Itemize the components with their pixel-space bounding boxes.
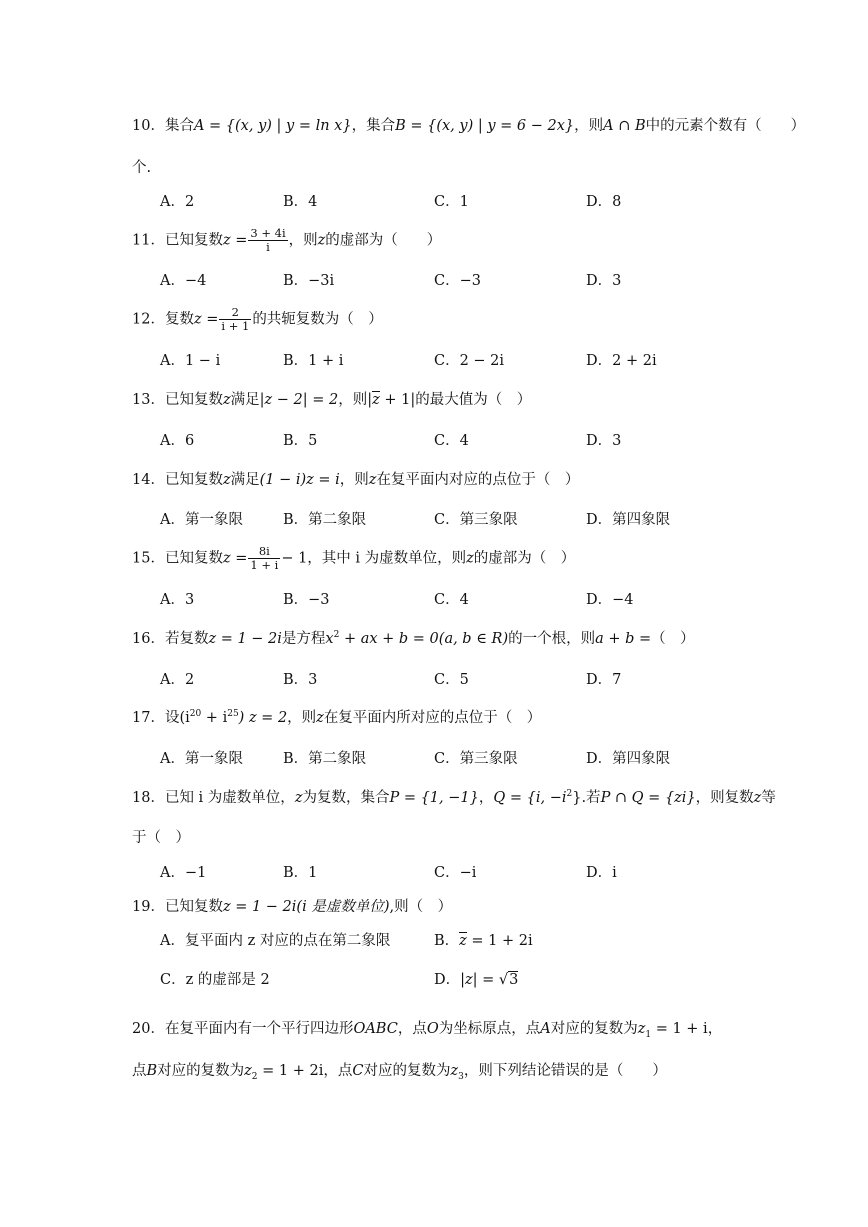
stem-text: 点 <box>132 1063 147 1079</box>
exponent: 20 <box>189 709 202 720</box>
stem-text: 若复数 <box>164 631 209 647</box>
z-equation: z = 1 − 2i(i 是虚数单位) <box>222 899 390 915</box>
stem-text: 在复平面内对应的点位于（ ） <box>376 472 580 488</box>
option-c[interactable]: C．第三象限 <box>434 512 518 528</box>
question-number: 13． <box>132 392 165 408</box>
question-11 <box>132 227 768 254</box>
fraction-denominator: i <box>266 240 270 255</box>
expression-part: ) z = 2 <box>238 710 288 726</box>
question-number: 10． <box>132 118 165 134</box>
stem-text: 对应的复数为 <box>550 1021 638 1037</box>
expression-part: (i <box>179 710 190 726</box>
conjugate-z: z <box>372 392 380 408</box>
z-tail: − 1 <box>281 550 308 567</box>
condition-expression: |z − 2| = 2 <box>259 392 339 408</box>
fraction <box>248 227 287 254</box>
stem-text: 对应的复数为 <box>157 1063 245 1079</box>
stem-text: ，则复数 <box>695 790 754 806</box>
option-d[interactable]: D．|z| = √3 <box>434 972 519 988</box>
point-b: B <box>146 1063 158 1079</box>
option-c[interactable]: C．z 的虚部是 2 <box>160 972 270 988</box>
option-b[interactable] <box>434 933 533 950</box>
equation-rest: + ax + b = 0 <box>339 631 439 647</box>
question-14 <box>132 472 768 489</box>
fraction <box>219 306 251 333</box>
set-q-expression: Q = {i, −i <box>493 790 567 806</box>
z2: z <box>244 1063 252 1079</box>
z3: z <box>450 1063 459 1079</box>
option-b[interactable]: B．1 <box>283 865 318 881</box>
stem-text: ，其中 i 为虚数单位，则 <box>307 550 467 567</box>
z-lhs: z = <box>222 232 248 249</box>
question-10 <box>132 118 806 135</box>
variable-z: z <box>753 790 762 806</box>
intersection-expression: A ∩ B <box>603 118 646 134</box>
stem-text: ，集合 <box>351 118 396 134</box>
stem-text: 已知复数 <box>164 899 223 915</box>
condition-expression: (1 − i)z = i <box>259 472 340 488</box>
option-b-rest: = 1 + 2i <box>466 933 533 949</box>
variable-z: z <box>222 392 231 408</box>
sqrt-radicand: 3 <box>509 972 519 988</box>
stem-text: ，则下列结论错误的是（ ） <box>463 1063 667 1079</box>
stem-text: .若 <box>581 790 601 806</box>
variable-z: z <box>317 232 326 249</box>
question-number: 16． <box>132 631 165 647</box>
option-d[interactable]: D．第四象限 <box>586 512 671 528</box>
question-20 <box>132 1021 768 1038</box>
stem-text: ， <box>707 1021 723 1037</box>
set-b-expression: B = {(x, y) | y = 6 − 2x} <box>395 118 575 134</box>
exponent: 2 <box>333 630 340 641</box>
point-a: A <box>540 1021 551 1037</box>
stem-text: 中的元素个数有（ ） <box>645 118 806 134</box>
stem-text: 复数 <box>164 311 194 328</box>
stem-text: 已知复数 <box>164 550 223 567</box>
z1-value: = 1 + i <box>651 1021 708 1037</box>
option-b[interactable]: B．1 + i <box>283 353 344 369</box>
stem-text: 为复数，集合 <box>302 790 390 806</box>
subscript: 2 <box>251 1071 258 1082</box>
stem-text: 在复平面内所对应的点位于（ ） <box>323 710 542 726</box>
question-16 <box>132 631 768 648</box>
sum-expression: a + b = <box>595 631 652 647</box>
stem-text: ，则 <box>338 392 368 408</box>
question-number: 14． <box>132 472 165 488</box>
variable-z: z <box>222 472 231 488</box>
option-d[interactable]: D．第四象限 <box>586 751 671 767</box>
variable-z: z <box>294 790 303 806</box>
option-a[interactable]: A．1 − i <box>160 353 221 369</box>
conjugate-z: z <box>459 933 467 949</box>
exponent: 2 <box>566 789 573 800</box>
question-12 <box>132 306 768 333</box>
fraction <box>248 545 280 572</box>
option-a[interactable]: A．第一象限 <box>160 512 243 528</box>
stem-text: 是方程 <box>281 631 326 647</box>
option-d-letter: D． <box>434 972 461 988</box>
equation-domain: (a, b ∈ R) <box>438 631 509 647</box>
question-15 <box>132 545 768 572</box>
abs-conjugate-expression: |z + 1| <box>367 392 416 408</box>
z1: z <box>637 1021 646 1037</box>
question-number: 18． <box>132 790 165 806</box>
stem-continuation: 个. <box>132 160 152 176</box>
fraction-numerator: 2 <box>219 306 251 320</box>
option-a[interactable]: A．−1 <box>160 865 207 881</box>
question-18 <box>132 789 776 807</box>
stem-text: 满足 <box>230 392 260 408</box>
set-p-expression: P = {1, −1} <box>389 790 479 806</box>
stem-text: ，点 <box>323 1063 353 1079</box>
stem-text: ， <box>478 790 494 806</box>
stem-text: 的最大值为（ ） <box>415 392 532 408</box>
stem-text: 已知复数 <box>164 472 223 488</box>
option-d[interactable]: D．3 <box>586 273 622 289</box>
question-number: 19． <box>132 899 165 915</box>
option-a[interactable]: A．第一象限 <box>160 751 243 767</box>
stem-text: 的共轭复数为（ ） <box>252 311 383 328</box>
option-a[interactable]: A．2 <box>160 194 195 210</box>
fraction-denominator: 1 + i <box>250 558 279 573</box>
stem-text: ，则 <box>288 232 318 249</box>
option-c[interactable]: C．4 <box>434 433 469 449</box>
question-number: 12． <box>132 311 165 328</box>
point-o: O <box>426 1021 439 1037</box>
z2-value: = 1 + 2i <box>257 1063 324 1079</box>
option-a[interactable]: A．3 <box>160 592 195 608</box>
stem-text: ，点 <box>397 1021 427 1037</box>
option-b[interactable]: B．−3 <box>283 592 330 608</box>
variable-z: z <box>316 710 324 726</box>
stem-text: 在复平面内有一个平行四边形 <box>164 1021 354 1037</box>
stem-text: 已知复数 <box>164 232 223 249</box>
option-c[interactable]: C．4 <box>434 592 469 608</box>
stem-text: 对应的复数为 <box>363 1063 451 1079</box>
option-a[interactable]: A．2 <box>160 672 195 688</box>
variable-z: z <box>466 550 474 567</box>
option-c[interactable]: C．−3 <box>434 273 481 289</box>
intersection-expression: P ∩ Q = {zi} <box>600 790 696 806</box>
subscript: 3 <box>458 1071 464 1082</box>
stem-text: 的虚部为（ ） <box>325 232 442 249</box>
question-number: 15． <box>132 550 165 567</box>
option-d[interactable]: D．2 + 2i <box>586 353 657 369</box>
question-number: 17． <box>132 710 165 726</box>
option-c[interactable]: C．1 <box>434 194 469 210</box>
question-13 <box>132 392 768 409</box>
z-equation: z = 1 − 2i <box>208 631 282 647</box>
equation-x: x <box>325 631 334 647</box>
set-q-close: } <box>572 790 582 806</box>
question-number: 11． <box>132 232 165 249</box>
stem-text: ，则 <box>574 118 604 134</box>
stem-text: ，则 <box>339 472 369 488</box>
stem-continuation: 于（ ） <box>132 830 190 846</box>
exponent: 25 <box>227 709 239 720</box>
stem-text: ,则（ ） <box>389 899 453 915</box>
stem-text: 等 <box>761 790 776 806</box>
stem-text: 设 <box>164 710 180 726</box>
stem-text: 已知 i 为虚数单位， <box>164 790 295 806</box>
variable-z: z <box>368 472 377 488</box>
expression-part: + i <box>201 710 228 726</box>
option-b-letter: B． <box>434 933 460 949</box>
option-b[interactable]: B．−3i <box>283 273 335 289</box>
stem-text: 集合 <box>164 118 194 134</box>
option-b[interactable]: B．第二象限 <box>283 751 367 767</box>
fraction-numerator: 8i <box>248 545 280 559</box>
abs-z: |z| = <box>460 972 499 988</box>
option-d[interactable]: D．7 <box>586 672 622 688</box>
subscript: 1 <box>645 1029 652 1040</box>
option-c[interactable]: C．5 <box>434 672 469 688</box>
expression-rest: + 1 <box>379 392 411 408</box>
option-c[interactable]: C．2 − 2i <box>434 353 505 369</box>
z-lhs: z = <box>193 311 219 328</box>
option-a[interactable]: A．−4 <box>160 273 207 289</box>
question-17 <box>132 710 768 727</box>
option-b[interactable]: B．4 <box>283 194 318 210</box>
option-c[interactable]: C．第三象限 <box>434 751 518 767</box>
option-a[interactable]: A．复平面内 z 对应的点在第二象限 <box>160 933 391 949</box>
stem-text: 为坐标原点，点 <box>438 1021 541 1037</box>
option-b[interactable]: B．3 <box>283 672 318 688</box>
stem-text: 满足 <box>230 472 260 488</box>
stem-text: 的虚部为（ ） <box>473 550 576 567</box>
option-a[interactable]: A．6 <box>160 433 195 449</box>
option-d[interactable]: D．3 <box>586 433 622 449</box>
shape-name: OABC <box>353 1021 398 1037</box>
option-d[interactable]: D．8 <box>586 194 622 210</box>
stem-text: 的一个根，则 <box>508 631 596 647</box>
stem-text: ，则 <box>287 710 317 726</box>
z-lhs: z = <box>222 550 248 567</box>
set-a-expression: A = {(x, y) | y = ln x} <box>193 118 352 134</box>
point-c: C <box>352 1063 364 1079</box>
fraction-denominator: i + 1 <box>221 319 250 334</box>
stem-text: （ ） <box>651 631 695 647</box>
question-number: 20． <box>132 1021 165 1037</box>
option-d[interactable]: D．i <box>586 865 617 881</box>
option-d[interactable]: D．−4 <box>586 592 634 608</box>
question-20-line-2 <box>132 1063 667 1080</box>
stem-text: 已知复数 <box>164 392 223 408</box>
option-b[interactable]: B．5 <box>283 433 318 449</box>
option-b[interactable]: B．第二象限 <box>283 512 367 528</box>
option-c[interactable]: C．−i <box>434 865 477 881</box>
question-19 <box>132 899 768 916</box>
fraction-numerator: 3 + 4i <box>250 226 286 240</box>
